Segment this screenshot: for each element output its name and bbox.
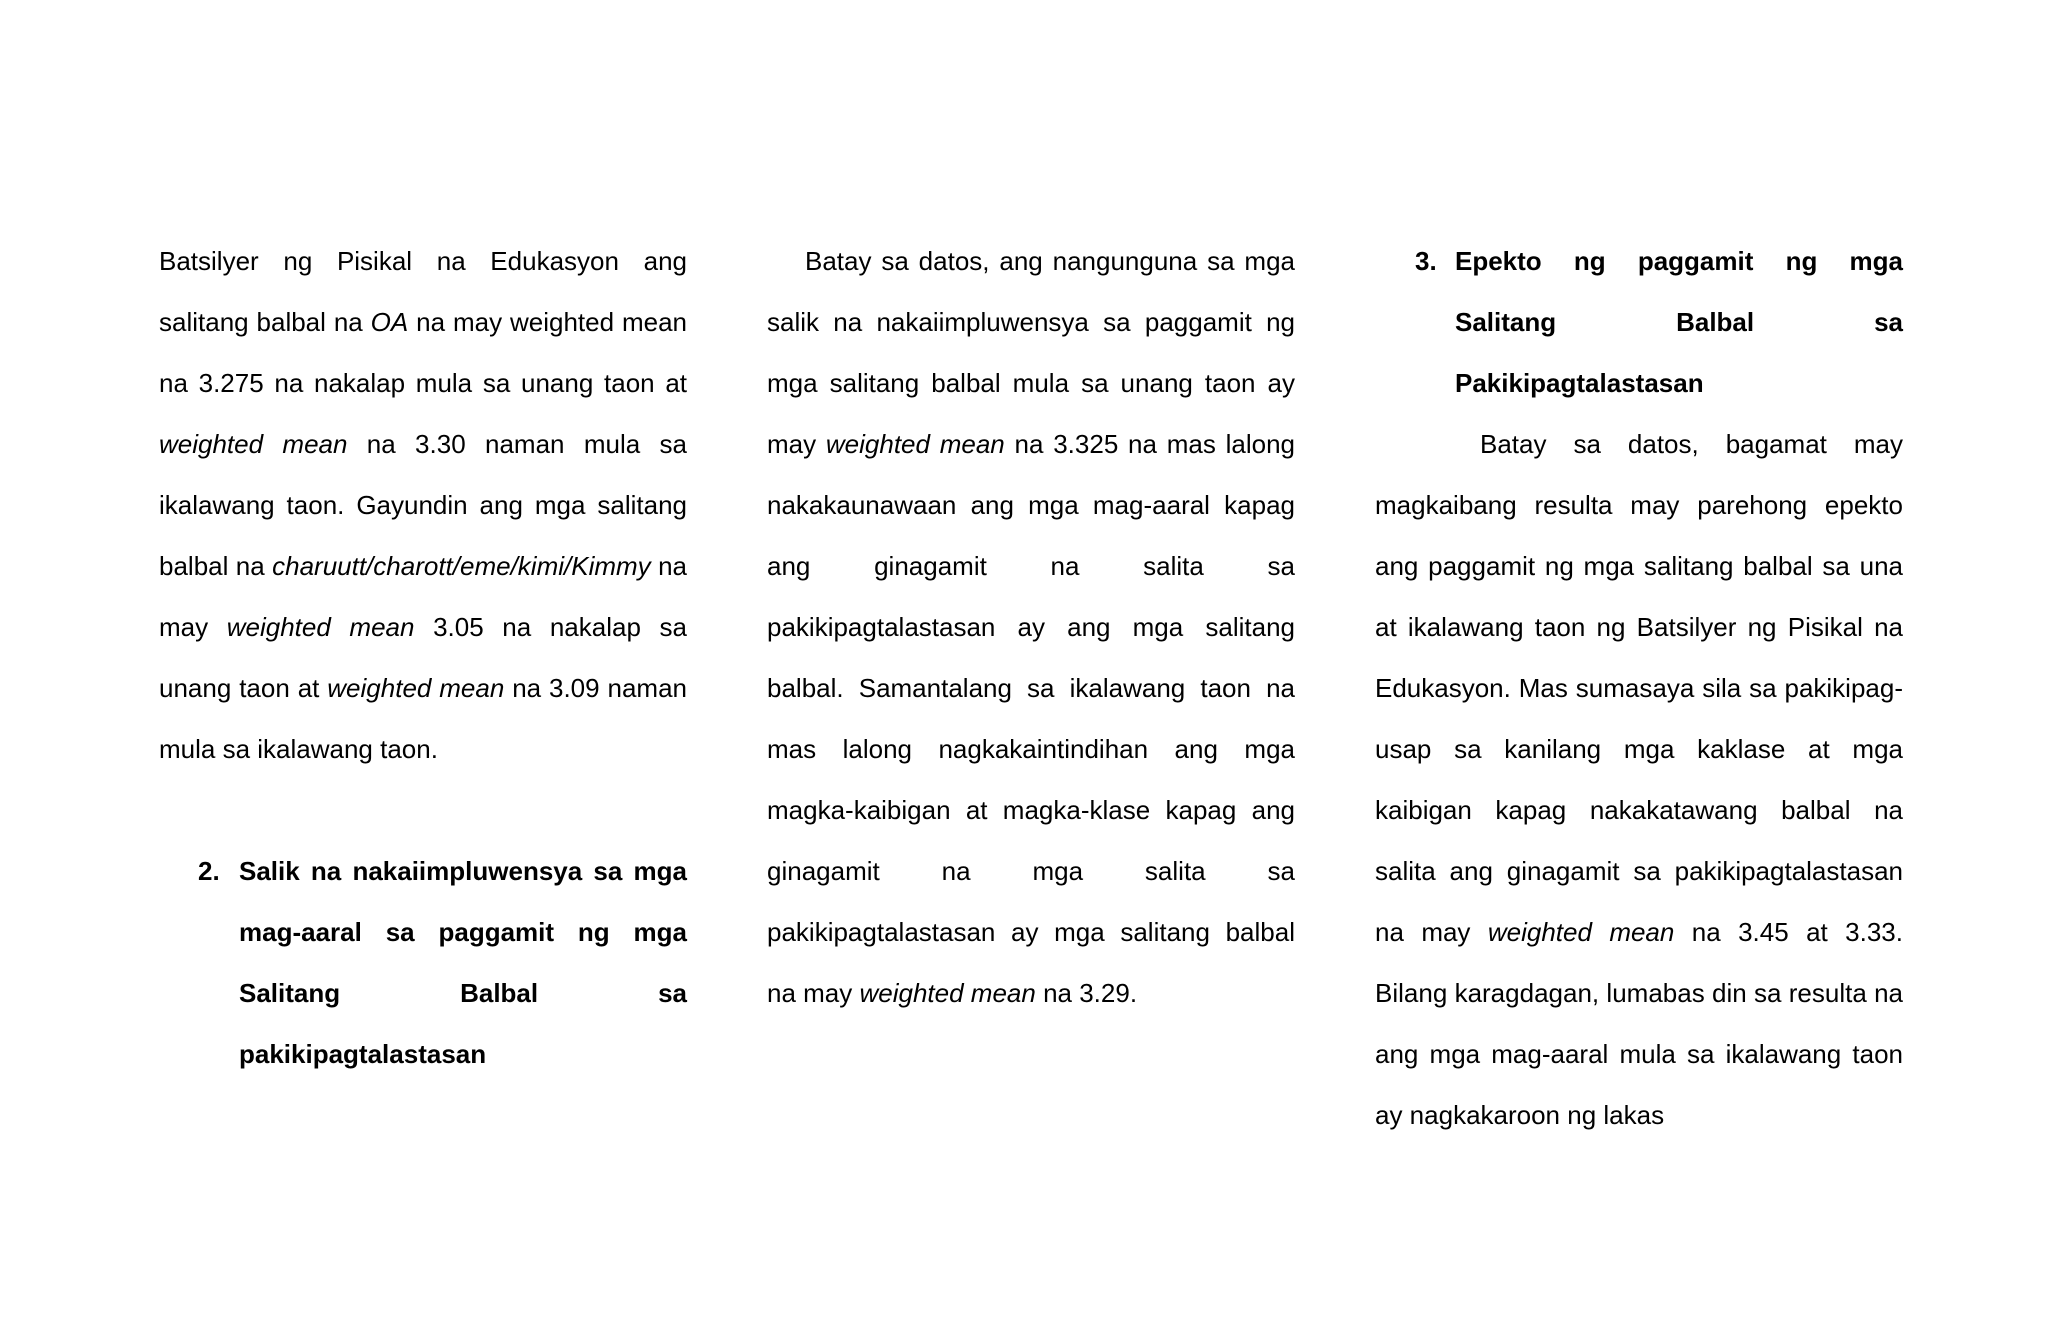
heading-number: 3. bbox=[1415, 246, 1437, 276]
paragraph-text: na 3.09 naman mula sa ikalawang taon. bbox=[159, 673, 687, 764]
italic-term: weighted mean bbox=[859, 978, 1036, 1008]
paragraph-effects bbox=[1375, 414, 1903, 1146]
paragraph-influencing-factors bbox=[767, 231, 1295, 1024]
italic-term: charuutt/charott/eme/kimi/Kimmy bbox=[272, 551, 651, 581]
italic-term: weighted mean bbox=[226, 612, 415, 642]
paragraph-weighted-mean-results bbox=[159, 231, 687, 780]
paragraph-text: na 3.30 naman mula sa ikalawang taon. Gayundin ang mga salitang balbal na bbox=[159, 429, 687, 581]
paragraph-text: Batsilyer ng Pisikal na Edukasyon ang salitang balbal na bbox=[159, 246, 687, 337]
text-column-left bbox=[159, 231, 687, 1085]
italic-term: weighted mean bbox=[1487, 917, 1675, 947]
paragraph-text: na may weighted mean na 3.275 na nakalap mula sa unang taon at bbox=[159, 307, 688, 398]
paragraph-text: na 3.29. bbox=[1035, 978, 1138, 1008]
italic-term: weighted mean bbox=[159, 429, 348, 459]
italic-term: weighted mean bbox=[825, 429, 1005, 459]
text-column-right bbox=[1375, 231, 1903, 1146]
paragraph-text: Batay sa datos, ang nangunguna sa mga salik na nakaiimpluwensya sa paggamit ng mga salitang balbal mula sa unang taon ay may bbox=[767, 246, 1295, 459]
italic-term: OA bbox=[370, 307, 409, 337]
section-heading-3 bbox=[1375, 231, 1903, 414]
text-column-middle bbox=[767, 231, 1295, 1024]
italic-term: weighted mean bbox=[327, 673, 505, 703]
heading-text: Epekto ng paggamit ng mga Salitang Balbal sa Pakikipagtalastasan bbox=[1455, 246, 1903, 398]
heading-text: Salik na nakaiimpluwensya sa mga mag-aaral sa paggamit ng mga Salitang Balbal sa pakikipagtalastasan bbox=[239, 856, 687, 1069]
paragraph-text: na 3.45 at 3.33. Bilang karagdagan, lumabas din sa resulta na ang mga mag-aaral mula sa ikalawang taon ay nagkakaroon ng lakas bbox=[1375, 917, 1903, 1130]
paragraph-text: na 3.325 na mas lalong nakakaunawaan ang mga mag-aaral kapag ang ginagamit na salita sa pakikipagtalastasan ay ang mga salitang balbal. Samantalang sa ikalawang taon na mas lalong nagkakaintindihan ang mga magka-kaibigan at magka-klase kapag ang ginagamit na mga salita sa pakikipagtalastasan ay mga salitang balbal na may bbox=[767, 429, 1296, 1008]
heading-number: 2. bbox=[198, 856, 220, 886]
section-heading-2 bbox=[159, 841, 687, 1085]
paragraph-text: na may bbox=[159, 551, 687, 642]
paragraph-text: 3.05 na nakalap sa unang taon at bbox=[159, 612, 687, 703]
paragraph-text: Batay sa datos, bagamat may magkaibang resulta may parehong epekto ang paggamit ng mga salitang balbal sa una at ikalawang taon ng Batsilyer ng Pisikal na Edukasyon. Mas sumasaya sila sa pakikipag-usap sa kanilang mga kaklase at mga kaibigan kapag nakakatawang balbal na salita ang ginagamit sa pakikipagtalastasan na may bbox=[1375, 429, 1903, 947]
